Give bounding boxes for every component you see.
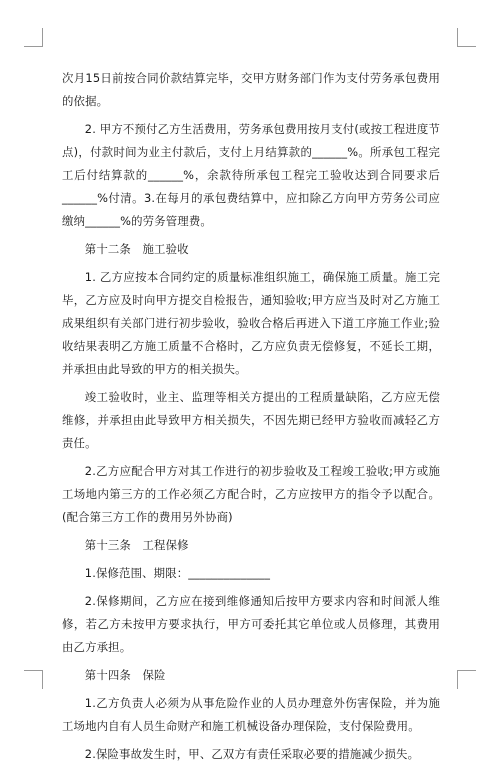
- paragraph-warranty-period: 2.保修期间，乙方应在接到维修通知后按甲方要求内容和时间派人维修，若乙方未按甲方要求执行，甲方可委托其它单位或人员修理，其费用由乙方承担。: [62, 594, 440, 654]
- page-corner-mark-bottom-right: [457, 670, 476, 689]
- paragraph-warranty-scope: 1.保修范围、期限：______________: [84, 566, 271, 580]
- paragraph-payment-terms: 2. 甲方不预付乙方生活费用，劳务承包费用按月支付(或按工程进度节点)，付款时间为业主付款后，支付上月结算款的______%。所承包工程完工后付结算款的______%，余款待所承包工程完工验收达到合同要求后______%付清。3.在每月的承包费结算中，应扣除乙方向甲方劳务公司应缴纳______%的劳务管理费。: [62, 122, 440, 228]
- paragraph-completion-acceptance: 竣工验收时，业主、监理等相关方提出的工程质量缺陷，乙方应无偿维修，并承担由此导致甲方相关损失，不因先期已经甲方验收而减轻乙方责任。: [62, 390, 440, 450]
- paragraph-acceptance-2: 2.乙方应配合甲方对其工作进行的初步验收及工程竣工验收;甲方或施工场地内第三方的工作必须乙方配合时，乙方应按甲方的指令予以配合。(配合第三方工作的费用另外协商): [62, 464, 440, 524]
- paragraph-insurance-2: 2.保险事故发生时，甲、乙双方有责任采取必要的措施减少损失。: [84, 747, 420, 761]
- article-13-heading: 第十三条 工程保修: [84, 538, 189, 552]
- document-body: [62, 67, 440, 766]
- paragraph-acceptance-1: 1. 乙方应按本合同约定的质量标准组织施工，确保施工质量。施工完毕，乙方应及时向甲方提交自检报告，通知验收;甲方应当及时对乙方施工成果组织有关部门进行初步验收，验收合格后再进入下道工序施工作业;验收结果表明乙方施工质量不合格时，乙方应负责无偿修复，不延长工期，并承担由此导致的甲方的相关损失。: [62, 270, 440, 376]
- article-14-heading: 第十四条 保险: [84, 668, 166, 682]
- paragraph-payment-basis: 次月15日前按合同价款结算完毕，交甲方财务部门作为支付劳务承包费用的依据。: [62, 71, 440, 108]
- paragraph-insurance-1: 1.乙方负责人必须为从事危险作业的人员办理意外伤害保险，并为施工场地内自有人员生命财产和施工机械设备办理保险，支付保险费用。: [62, 696, 440, 733]
- page-corner-mark-top-right: [457, 28, 476, 47]
- page-corner-mark-top-left: [24, 28, 43, 47]
- page-corner-mark-bottom-left: [24, 670, 43, 689]
- article-12-heading: 第十二条 施工验收: [84, 242, 189, 256]
